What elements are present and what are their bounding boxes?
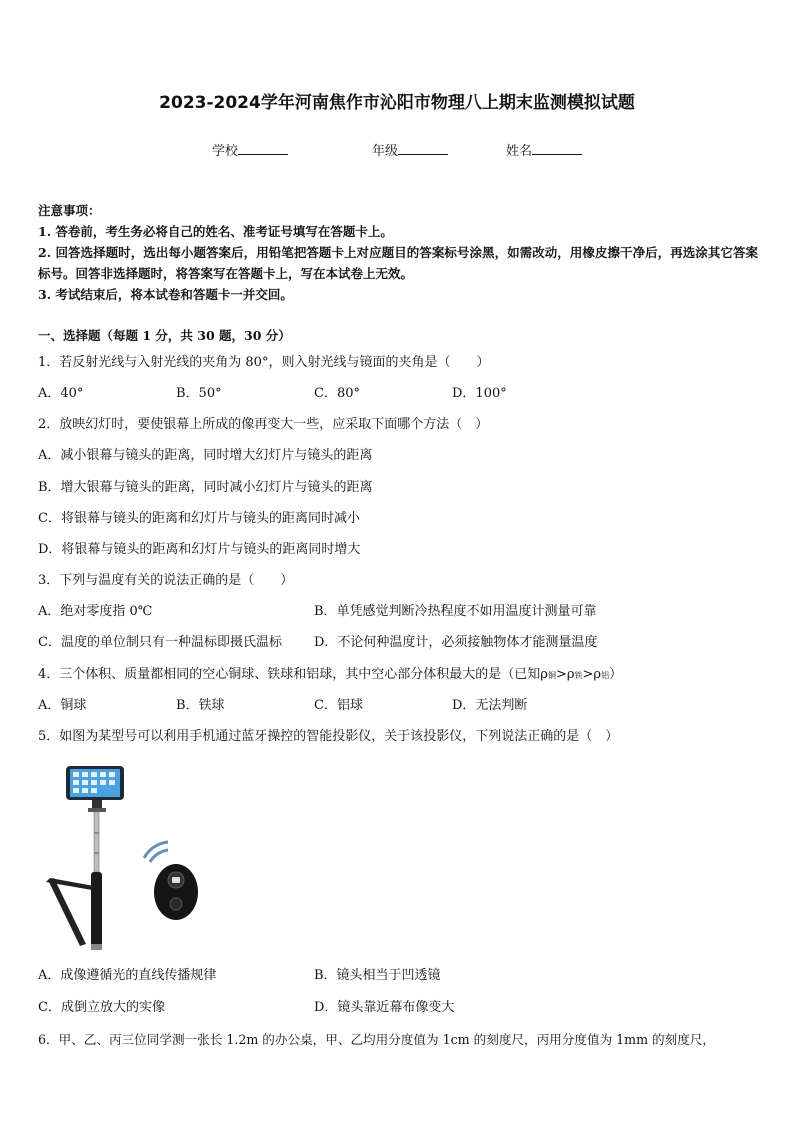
notice-item-2: 2. 回答选择题时，选出每小题答案后，用铅笔把答题卡上对应题目的答案标号涂黑，如需改动，用橡皮擦干净后，再选涂其它答案标号。回答非选择题时，将答案写在答题卡上，写在本试卷上无效。 <box>38 245 758 281</box>
q3-option-d: D．不论何种温度计，必须接触物体才能测量温度 <box>314 635 598 650</box>
notice-item-3: 3. 考试结束后，将本试卷和答题卡一并交回。 <box>38 287 293 302</box>
q5-option-c: C．成倒立放大的实像 <box>38 1000 165 1015</box>
q3-option-c: C．温度的单位制只有一种温标即摄氏温标 <box>38 635 282 650</box>
question-3-stem: 3．下列与温度有关的说法正确的是（ ） <box>38 573 294 588</box>
rho-symbol: ρ <box>593 667 602 682</box>
q5-option-a: A．成像遵循光的直线传播规律 <box>38 968 217 983</box>
page-title: 2023-2024学年河南焦作市沁阳市物理八上期末监测模拟试题 <box>159 93 635 113</box>
q4-option-c: C．铝球 <box>314 698 363 713</box>
projector-illustration <box>40 760 240 960</box>
q2-option-b: B．增大银幕与镜头的距离，同时减小幻灯片与镜头的距离 <box>38 480 373 495</box>
greater-than-2: > <box>582 667 594 682</box>
question-1-stem: 1．若反射光线与入射光线的夹角为 80°，则入射光线与镜面的夹角是（ ） <box>38 355 490 370</box>
school-blank <box>238 142 288 155</box>
q1-option-a: A．40° <box>38 386 84 401</box>
q2-option-d: D．将银幕与镜头的距离和幻灯片与镜头的距离同时增大 <box>38 542 361 557</box>
rho-symbol: ρ <box>566 667 575 682</box>
q1-option-c: C．80° <box>314 386 360 401</box>
notice-heading: 注意事项： <box>38 203 101 218</box>
q2-option-c: C．将银幕与镜头的距离和幻灯片与镜头的距离同时减小 <box>38 511 360 526</box>
question-4-stem <box>38 666 622 684</box>
phone-clamp <box>92 800 102 808</box>
q4-option-b: B．铁球 <box>176 698 225 713</box>
stick-handle <box>91 872 102 948</box>
question-5-stem: 5．如图为某型号可以利用手机通过蓝牙操控的智能投影仪，关于该投影仪，下列说法正确的是（ ） <box>38 729 619 744</box>
q4-option-a: A．铜球 <box>38 698 87 713</box>
q3-option-b: B．单凭感觉判断冷热程度不如用温度计测量可靠 <box>314 604 597 619</box>
q5-option-d: D．镜头靠近幕布像变大 <box>314 1000 455 1015</box>
telescopic-pole <box>94 812 99 872</box>
q4-stem-text: 4．三个体积、质量都相同的空心铜球、铁球和铝球，其中空心部分体积最大的是（已知 <box>38 667 541 682</box>
name-label: 姓名 <box>506 144 533 159</box>
remote-power-button <box>170 898 182 910</box>
sub-iron: 铁 <box>574 671 583 680</box>
school-label: 学校 <box>212 144 239 159</box>
question-2-stem: 2．放映幻灯时，要使银幕上所成的像再变大一些，应采取下面哪个方法（ ） <box>38 417 489 432</box>
question-6-stem: 6．甲、乙、丙三位同学测一张长 1.2m 的办公桌，甲、乙均用分度值为 1cm 的刻度尺，丙用分度值为 1mm 的刻度尺， <box>38 1032 716 1047</box>
q1-option-d: D．100° <box>452 386 507 401</box>
sub-copper: 铜 <box>547 671 556 680</box>
grade-field <box>372 140 448 159</box>
q1-option-b: B．50° <box>176 386 222 401</box>
name-blank <box>532 142 582 155</box>
rho-symbol: ρ <box>540 667 548 682</box>
name-field <box>506 140 582 159</box>
q2-option-a: A．减小银幕与镜头的距离，同时增大幻灯片与镜头的距离 <box>38 448 373 463</box>
notice-item-1: 1. 答卷前，考生务必将自己的姓名、准考证号填写在答题卡上。 <box>38 224 393 239</box>
grade-blank <box>398 142 448 155</box>
close-paren: ） <box>609 667 623 682</box>
q3-option-a: A．绝对零度指 0℃ <box>38 604 153 619</box>
sub-aluminum: 铝 <box>601 671 610 680</box>
grade-label: 年级 <box>372 144 399 159</box>
selfie-stick-remote-figure <box>40 760 240 960</box>
section-heading: 一、选择题（每题 1 分，共 30 题，30 分） <box>38 328 291 343</box>
greater-than-1: > <box>555 667 567 682</box>
q5-option-b: B．镜头相当于凹透镜 <box>314 968 441 983</box>
q4-option-d: D．无法判断 <box>452 698 528 713</box>
school-field <box>212 140 288 159</box>
